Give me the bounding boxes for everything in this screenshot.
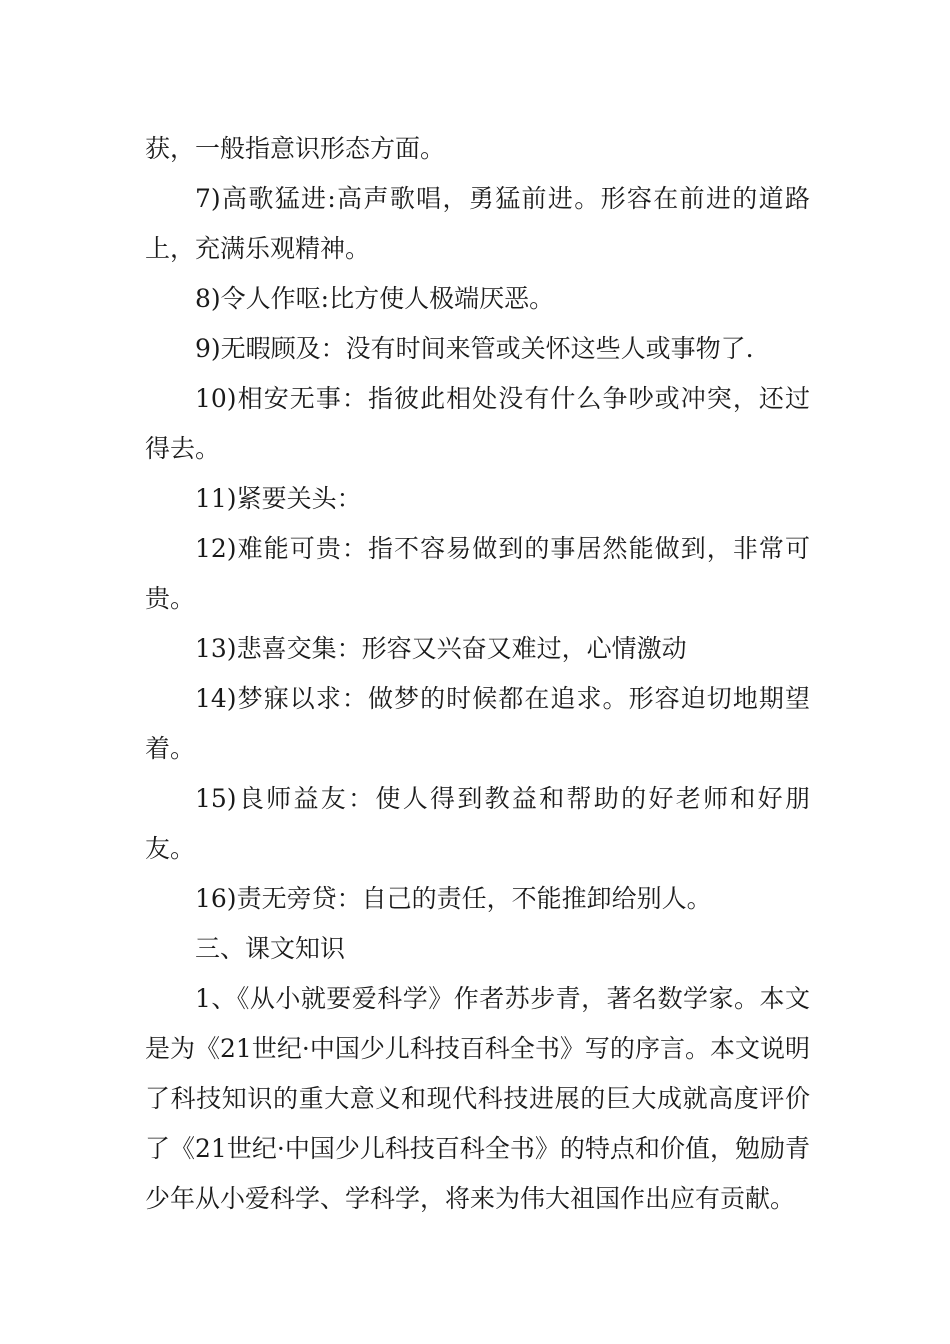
idiom-item-9: 9)无暇顾及：没有时间来管或关怀这些人或事物了.	[195, 334, 754, 363]
idiom-item-13: 13)悲喜交集：形容又兴奋又难过，心情激动	[195, 634, 687, 663]
idiom-item-16: 16)责无旁贷：自己的责任，不能推卸给别人。	[195, 884, 712, 913]
idiom-item-10: 10)相安无事：指彼此相处没有什么争吵或冲突，还过得去。	[145, 384, 810, 463]
idiom-item-12: 12)难能可贵：指不容易做到的事居然能做到，非常可贵。	[145, 534, 810, 613]
document-body	[145, 124, 810, 1224]
idiom-item-15: 15)良师益友：使人得到教益和帮助的好老师和好朋友。	[145, 784, 810, 863]
idiom-item-8: 8)令人作呕:比方使人极端厌恶。	[195, 284, 555, 313]
idiom-item-14: 14)梦寐以求：做梦的时候都在追求。形容迫切地期望着。	[145, 684, 810, 763]
idiom-item-11: 11)紧要关头：	[195, 484, 362, 513]
lesson-knowledge-paragraph: 1、《从小就要爱科学》作者苏步青，著名数学家。本文是为《21世纪·中国少儿科技百科全书》写的序言。本文说明了科技知识的重大意义和现代科技进展的巨大成就高度评价了《21世纪·中国少儿科技百科全书》的特点和价值，勉励青少年从小爱科学、学科学，将来为伟大祖国作出应有贡献。	[145, 984, 810, 1213]
section-heading: 三、课文知识	[195, 934, 346, 963]
idiom-item-7: 7)高歌猛进:高声歌唱，勇猛前进。形容在前进的道路上，充满乐观精神。	[145, 184, 810, 263]
paragraph-continuation: 获，一般指意识形态方面。	[145, 134, 446, 163]
